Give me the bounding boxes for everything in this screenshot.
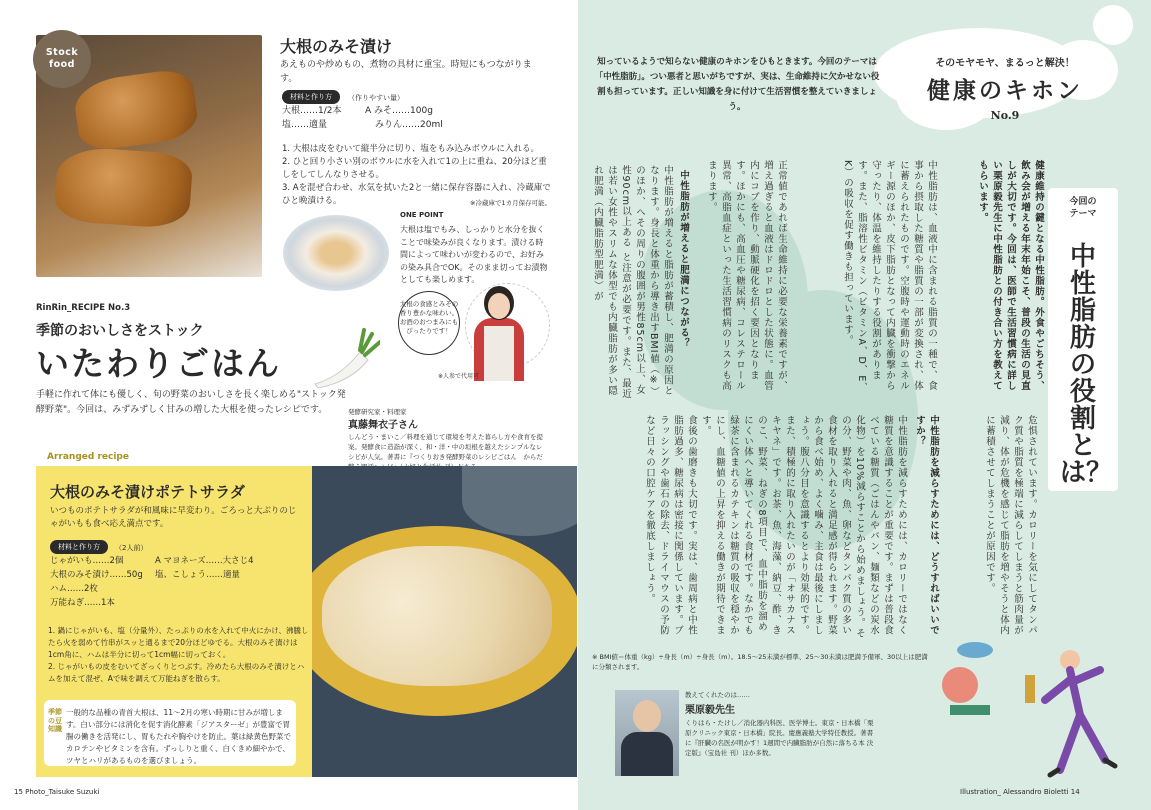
theme-title: 中性脂肪の役割とは？ [1060, 242, 1113, 488]
recipe1-ingredients-label: 材料と作り方 [282, 90, 340, 104]
series-title: 健康のキホン [927, 78, 1083, 104]
article-heading: 中性脂肪が増えると肥満につながる？ [678, 170, 689, 349]
chef-speech-bubble: 大根の食感とみその香り豊かな味わい。お酒のおつまみにもぴったりです！ [398, 291, 460, 355]
ingredient: ハム……2枚 [50, 584, 98, 594]
series-number: No.9 [990, 109, 1020, 122]
chef-name: 真藤舞衣子さん [348, 420, 418, 431]
bmi-note: ※ BMI値＝体重（kg）÷身長（m）÷身長（m）。18.5〜25未満が標準、25〜30未満は肥満予備軍、30以上は肥満に分類されます。 [592, 653, 928, 671]
plate-photo [283, 215, 389, 291]
radish-illustration [310, 322, 380, 392]
article-para: 中性脂肪を減らすためには、カロリーではなく糖質を意識することが重要です。まずは普段食べている糖質（ごはんやパン、麺類などの炭水化物）を10%減らすことから始めましょう。その分、野菜や肉、魚、卵などタンパク質の多い食材を取り入れると満足感が得られます。野菜から食べ始め、よく噛み、主食は最後にしましょう。腹八分目を意識するとより効果的です。また、積極的に取り入れたいのが「オサカナスキヤネ」です。お茶、魚、海藻、納豆、酢、きのこ、野菜、ねぎの8項目で、血中脂肪を溜めにくい体へと導いてくれる食材です。なかでも緑茶に含まれるカテキンは糖質の吸収を穏やかにし、血糖値の上昇を抑える働きが期待できます。 [700, 415, 907, 639]
onepoint-text: 大根は塩でもみ、しっかりと水分を抜くことで味染みが良くなります。漬ける時間によって味わいが変わるので、お好みの染み具合でOK。そのまま切ってお漬物としても楽しめます。 [400, 225, 548, 284]
recipe1-step: 2. ひと回り小さい別のボウルに水を入れて1の上に重ね、20分ほど重しをしてしんなりさせる。 [282, 157, 547, 180]
recipe2-ing-left [50, 554, 143, 610]
left-footer: 15 Photo_Taisuke Suzuki [14, 788, 100, 796]
runner-illustration [930, 630, 1130, 780]
stock-food-badge: Stock food [33, 30, 91, 88]
potato-salad-photo [312, 466, 577, 777]
tip-text: 一般的な品種の青首大根は、11〜2月の寒い時期に甘みが増します。白い部分には消化を促す消化酵素「ジアスターゼ」が豊富で胃腸の働きを活発にし、胃もたれや胸やけを防止。葉は緑黄色野菜でカロテンやビタミンを含有。ずっしりと重く、白くきめ細やかで、ツヤとハリがあるものを選びましょう。 [66, 708, 291, 765]
right-intro: 知っているようで知らない健康のキホンをひもときます。今回のテーマは「中性脂肪」。つい悪者と思いがちですが、実は、生命維持に欠かせない役割も担っています。正しい知識を身に付けて生活習慣を整えていきましょう。 [594, 57, 880, 112]
page-title: いたわりごはん [36, 344, 281, 383]
doctor-bio: くりはら・たけし／消化器内科医、医学博士。東京・日本橋「栗原クリニック東京・日本橋」院長。慶應義塾大学特任教授。著書に『肝臓の名医が明かす！1週間で内臓脂肪が自然に落ちる本 決定版』（宝島社 刊）ほか多数。 [685, 719, 874, 757]
article-para: 中性脂肪は、血液中に含まれる脂質の一種で、食事から摂取した糖質や脂質の一部が変換され、体に蓄えられたものです。空腹時や運動時のエネルギー源のほか、皮下脂肪となって内臓を衝撃から守ったり、体温を維持したりする役割があります。また、脂溶性ビタミン（ビタミンA、D、E、K）の吸収を促す働きも担っています。 [842, 160, 937, 393]
chef-bio: しんどう・まいこ／料理を通じて環境を考えた暮らし方や食育を提案。発酵食に造詣が深く、和・洋・中の垣根を越えたシンプルなレシピが人気。著書に『つくりおき発酵野菜のレシピごはん からだ [348, 433, 543, 461]
recipe2-ing-right [155, 554, 254, 582]
recipe1-step: 3. Aを混ぜ合わせ、水気を拭いた2と一緒に保存容器に入れ、冷蔵庫でひと晩漬ける。 [282, 183, 551, 206]
article-heading: 中性脂肪を減らすためには、どうすればいいですか？ [914, 415, 939, 636]
series-subtitle: そのモヤモヤ、まるっと解決！ [935, 58, 1075, 69]
doctor-photo [615, 690, 679, 776]
doctor-label: 教えてくれたのは…… [685, 691, 750, 699]
page-intro: 手軽に作れて体にも優しく、旬の野菜のおいしさを長く楽しめる"ストック発酵野菜"。今回は、みずみずしく甘みの増した大根を使ったレシピです。 [36, 390, 346, 415]
article-para: 危惧されています。カロリーを気にしてタンパク質や脂質を極端に減らしてしまうと筋肉量が減り、体が危機を感じて脂肪を増やそうと体内に蓄積させてしまうことが原因です。 [984, 415, 1037, 636]
article-para: 中性脂肪が増えると脂肪が蓄積し、肥満の原因となります。身長と体重から導き出すBMI値（※）のほか、へその周りの腹囲が男性85cm以上、女性90cm以上ある と注意が必要です。また、最近は若い女性やスリムな体型でも内臓脂肪が多い隠れ肥満（内臓脂肪型肥満）が [592, 165, 673, 400]
article-para: 食後の歯磨きも大切です。実は、歯周病と中性脂肪過多、糖尿病は密接に関係しています。ブラッシングや歯石の除去、ドライマウスの予防など日々の口腔ケアを徹底しましょう。 [644, 415, 697, 636]
recipe1-step: 1. 大根は皮をむいて縦半分に切り、塩をもみ込みボウルに入れる。 [282, 144, 540, 154]
article-lead: 健康維持の鍵となる中性脂肪。外食やごちそう、飲み会が増える年末年始こそ、普段の生活の見直しが大切です。今回は、医師で生活習慣病に詳しい栗原毅先生に中性脂肪との付き合い方を教えてもらいます。 [977, 160, 1044, 391]
recipe2-step: 2. じゃがいもの皮をむいてざっくりとつぶす。冷めたら大根のみそ漬けとハムを加えて混ぜ、Aで味を調えて万能ねぎを散らす。 [48, 662, 305, 683]
doctor-name: 栗原毅先生 [685, 705, 735, 716]
recipe1-ing-right-1: みりん……20ml [375, 120, 443, 130]
recipe2-ingredients-sub: （2人前） [115, 544, 148, 552]
ingredient: じゃがいも……2個 [50, 556, 124, 566]
tip-label: 季節の豆知識 [48, 708, 62, 733]
recipe1-ing-right-0: A みそ……100g [365, 106, 433, 116]
recipe2-step: 1. 鍋にじゃがいも、塩（分量外）、たっぷりの水を入れて中火にかけ、沸騰したら火を弱めて竹串がスッと通るまで20分ほどゆでる。大根のみそ漬けは1cm角に、ハムは半分に切って1cm幅に切っておく。 [48, 626, 309, 659]
ingredient: A マヨネーズ……大さじ4 [155, 556, 254, 566]
right-footer: Illustration_ Alessandro Bioletti 14 [960, 788, 1080, 796]
storage-note: ※冷蔵庫で1カ月保存可能。 [470, 199, 552, 207]
ingredient: 万能ねぎ……1本 [50, 598, 115, 608]
recipe1-title: 大根のみそ漬け [280, 37, 393, 56]
chef-photo [470, 286, 528, 381]
onepoint-title: ONE POINT [400, 211, 444, 219]
recipe2-steps [48, 625, 310, 685]
ingredient: 塩、こしょう……適量 [155, 570, 241, 580]
theme-label: 今回の テーマ [1069, 197, 1097, 219]
recipe1-ingredients-sub: （作りやすい量） [348, 94, 404, 102]
recipe2-title: 大根のみそ漬けポテトサラダ [50, 483, 245, 501]
recipe1-ing-left-0: 大根……1/2本 [282, 106, 342, 116]
recipe2-ingredients-label: 材料と作り方 [50, 540, 108, 554]
reference-note: ※人参で代用可 [438, 373, 480, 380]
ingredient: 大根のみそ漬け……50g [50, 570, 143, 580]
chef-role: 発酵研究家・料理家 [348, 408, 407, 416]
page-subtitle: 季節のおいしさをストック [36, 323, 204, 339]
recipe1-desc: あえものや炒めもの、煮物の具材に重宝。時短にもつながります。 [280, 60, 532, 84]
recipe-number: RinRin_RECIPE No.3 [36, 303, 131, 313]
arranged-recipe-label: Arranged recipe [47, 452, 129, 462]
recipe1-ing-left-1: 塩……適量 [282, 120, 328, 130]
recipe2-desc: いつものポテトサラダが和風味に早変わり。ごろっと大ぶりのじゃがいもも食べ応え満点です。 [50, 506, 297, 529]
article-para: 正常値であれば生命維持に必要な栄養素ですが、増え過ぎると血液はドロドロとした状態に。血管内にコブを作り、動脈硬化を招く要因となります。ほかにも、高血圧や糖尿病、コレステロール異常、高脂血症といった生活習慣病のリスクも高まります。 [706, 160, 787, 391]
